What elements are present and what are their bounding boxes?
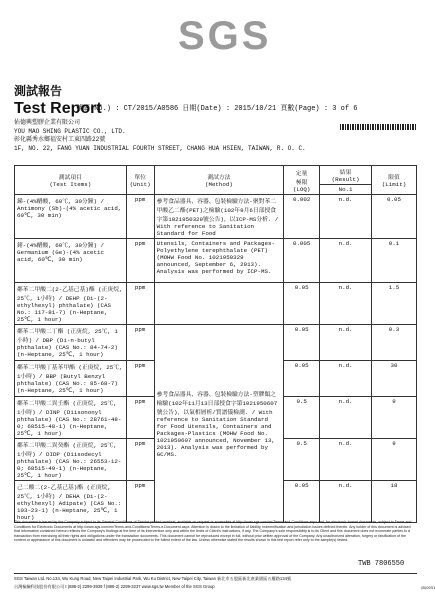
row-result: n.d. [320, 195, 372, 239]
row-loq: 0.002 [284, 195, 320, 239]
row-item: 鄰苯二甲酸二(2-乙基己基)酯 (正庚烷, 25℃, 1小時) / DEHP (Di-(2-ethylhexyl) phthalate) (CAS No.: 117-81-7) (n-Heptane, 25℃, 1 hour) [15, 283, 127, 325]
row-loq: 0.05 [284, 283, 320, 325]
row-result: n.d. [320, 283, 372, 325]
applicant-addr-en: 1F, NO. 22, FANG YUAN INDUSTRIAL FOURTH STREET, CHANG HUA HSIEN, TAIWAN, R. O. C. [14, 144, 306, 152]
row-limit: 18 [372, 481, 417, 523]
results-table [14, 165, 417, 523]
document-code: TWB 7806550 [358, 560, 405, 568]
row-result: n.d. [320, 239, 372, 283]
footer-contact: 台灣檢驗科技股份有限公司 t (886-2) 2299-3939 f (886-2) 2299-3237 www.sgs.tw Member of the SGS Group [14, 584, 215, 589]
row-unit: ppm [126, 439, 154, 481]
row-unit: ppm [126, 481, 154, 523]
row-limit: 0.05 [372, 195, 417, 239]
row-loq: 0.05 [284, 361, 320, 397]
row-loq: 0.5 [284, 397, 320, 439]
row-unit: ppm [126, 361, 154, 397]
row-item: 鄰苯二甲酸二丁酯 (正庚烷, 25℃, 1小時) / DBP (Di-n-butyl phthalate) (CAS No.: 84-74-2) (n-Heptane, 25℃, 1 hour) [15, 325, 127, 361]
row-item: 鄰苯二甲酸丁基苯甲酯 (正庚烷, 25℃, 1小時) / BBP (Butyl Benzyl phthalate) (CAS No.: 85-68-7) (n-Heptane, 25℃, 1 hour) [15, 361, 127, 397]
row-item: 己二酸二(2-乙基己基)酯 (正庚烷, 25℃, 1小時) / DEHA (Di-(2-ethylhexyl) Adipate) (CAS No.: 103-23-1) (n-Heptane, 25℃, 1 hour) [15, 481, 127, 523]
row-result: n.d. [320, 361, 372, 397]
row-result: n.d. [320, 397, 372, 439]
header-unit: 單位 (Unit) [126, 166, 154, 195]
terms-disclaimer: This document is issued by the Company subject to its General Conditions of Service printed overleaf, available on request or accessible at http://www.sgs.com/en/Terms-and-Conditions.aspx and, for electronic format documents, subject to Terms and Conditions for Electronic Documents at http://www.sgs.com/en/Terms-and-Conditions/Terms-e-Document.aspx. Attention is drawn to the limitation of liability, indemnification and jurisdiction issues defined therein. Any holder of this document is advised that information contained hereon reflects the Company's findings at the time of its intervention only and within the limits of Client's instructions, if any. The Company's sole responsibility is to its Client and this document does not exonerate parties to a transaction from exercising all their rights and obligations under the transaction documents. This document cannot be reproduced except in full, without prior written approval of the Company. Any unauthorized alteration, forgery or falsification of the content or appearance of this document is unlawful and offenders may be prosecuted to the fullest extent of the law. Unless otherwise stated the results shown in this test report refer only to the sample(s) tested. [14, 520, 412, 543]
header-loq: 定量 極限 (LOQ) [284, 166, 320, 195]
logo-text: SGS [178, 14, 272, 58]
title-en: Test Report [14, 100, 102, 117]
sgs-logo [0, 0, 430, 78]
row-method: 參考食品器具、容器、包裝檢驗方法-聚對苯二甲酸乙二酯(PET)之檢驗(102年9月6日部授食字第1021950329號公告)，以ICP-MS分析. / With reference to Sanitation Standard for Food [154, 195, 284, 239]
row-unit: ppm [126, 397, 154, 439]
row-result: n.d. [320, 439, 372, 481]
row-limit: 9 [372, 397, 417, 439]
header-method: 測試方法 (Method) [154, 166, 284, 195]
row-loq: 0.005 [284, 239, 320, 283]
applicant-block [14, 119, 306, 153]
row-item: 鄰苯二甲酸二異壬酯 (正庚烷, 25℃, 1小時) / DINP (Diisononyl phthalate) (CAS No.: 28761-48-0; 68515-48-1) (n-Heptane, 25℃, 1 hour) [15, 397, 127, 439]
header-limit: 限值 (Limit) [372, 166, 417, 195]
row-result: n.d. [320, 325, 372, 361]
row-limit: 9 [372, 439, 417, 481]
row-loq: 0.5 [284, 439, 320, 481]
header-result: 結果 (Result) [320, 166, 372, 185]
header-no1: No.1 [320, 185, 372, 195]
row-unit: ppm [126, 239, 154, 283]
row-unit: ppm [126, 195, 154, 239]
row-unit: ppm [126, 325, 154, 361]
row-limit: 0.1 [372, 239, 417, 283]
report-meta: 號碼(No.) : CT/2015/A0586 日期(Date) : 2015/10/21 頁數(Page) : 3 of 6 [76, 105, 358, 113]
applicant-name-zh: 佑德興塑膠企業有限公司 [14, 119, 81, 126]
row-limit: 30 [372, 361, 417, 397]
footer-divider [14, 573, 417, 574]
row-loq: 0.05 [284, 325, 320, 361]
row-unit: ppm [126, 283, 154, 325]
applicant-addr-zh: 彰化縣秀水鄉福安村工東四路22號 [14, 136, 106, 144]
footer-address: SGS Taiwan Ltd. No.134, Wu Kung Road, New Taipei Industrial Park, Wu Ku District, New Taipei City, Taiwan 新北市五股區新北產業園區五權路134號 [14, 576, 292, 581]
side-tag: (B)0051 [421, 586, 435, 590]
barcode [340, 124, 416, 130]
row-result: n.d. [320, 481, 372, 523]
row-item: 鄰苯二甲酸二異癸酯 (正庚烷, 25℃, 1小時) / DIDP (Diisodecyl phthalate) (CAS No.: 26553-12-0; 68515-49-1) (n-Heptane, 25℃, 1 hour) [15, 439, 127, 481]
row-method: 參考食品器具、容器、包裝檢驗方法-塑膠類之檢驗(102年11月13日部授食字第1021950607號公告)，以氣相層析/質譜儀檢測. / With reference to Sanitation Standard for Food Utensils, Containers and Packages-Plastics (MOHW Food No. 1021950607 announced, November 13, 2013). Analysis was performed by GC/MS. [154, 325, 284, 523]
title-zh: 測試報告 [14, 84, 63, 98]
row-limit: 1.5 [372, 283, 417, 325]
applicant-name-en: YOU MAO SHING PLASTIC CO., LTD. [14, 127, 126, 135]
row-loq: 0.05 [284, 481, 320, 523]
row-item: 銻-(4%醋酸, 60℃, 30分鐘) / Antimony (Sb)-(4% acetic acid, 60℃, 30 min) [15, 195, 127, 239]
row-method: Utensils, Containers and Packages-Polyethylene terephthalate (PET) (MOHW Food No. 1021950329 announced, September 6, 2013). Analysis was performed by ICP-MS. [154, 239, 284, 283]
row-limit: 0.3 [372, 325, 417, 361]
header-item: 測試項目 (Test Items) [15, 166, 127, 195]
row-method [154, 283, 284, 325]
row-item: 鍺-(4%醋酸, 60℃, 30分鐘) / Germanium (Ge)-(4% acetic acid, 60℃, 30 min) [15, 239, 127, 283]
